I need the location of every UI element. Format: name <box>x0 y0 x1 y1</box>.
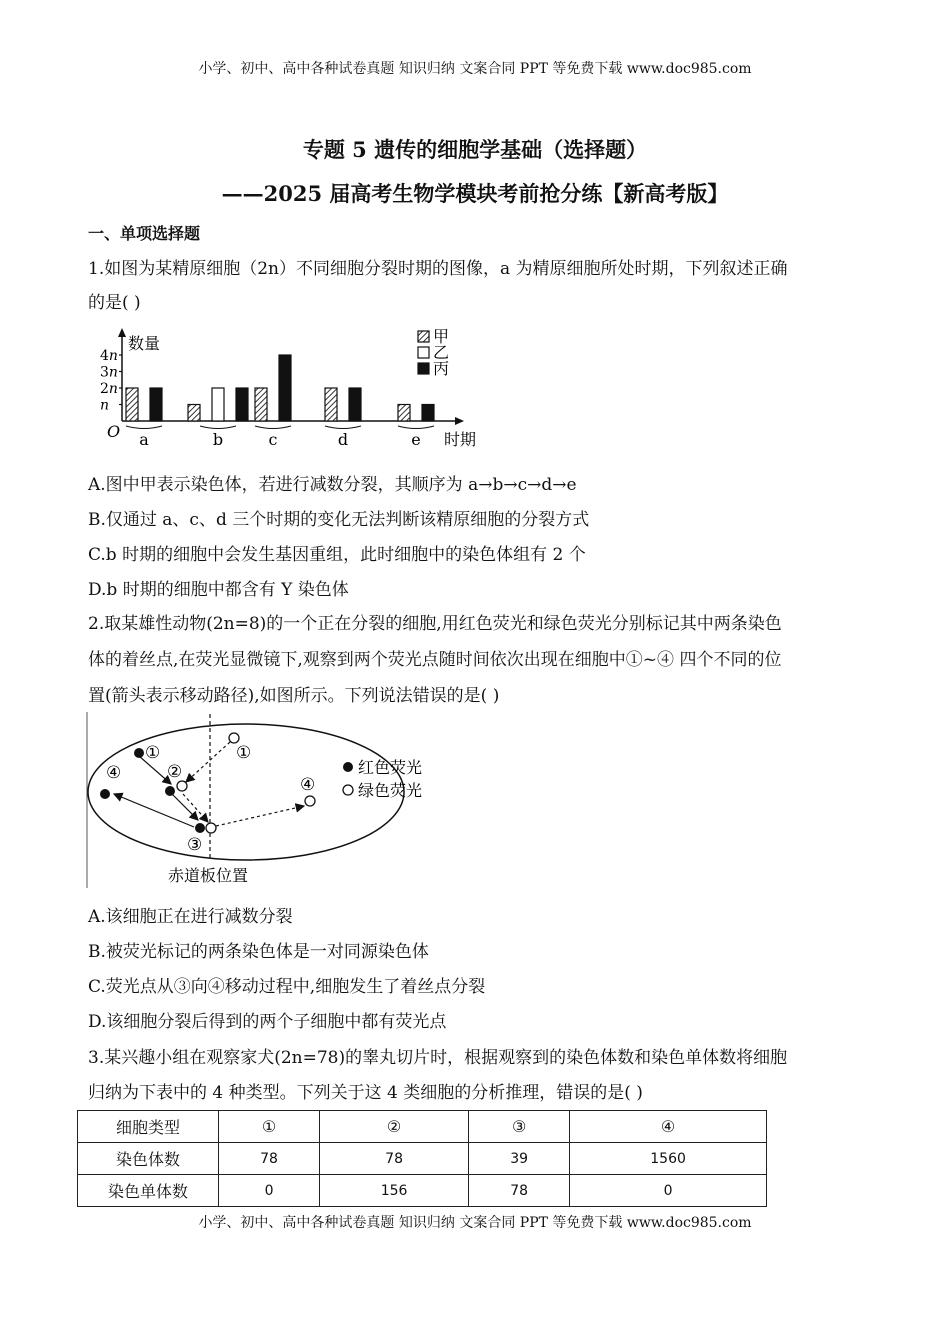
x-axis-label: 时期 <box>444 430 477 449</box>
bar-甲-d <box>325 388 337 421</box>
q2-cell-diagram <box>86 710 436 890</box>
bar-甲-a <box>126 388 138 421</box>
q2-option-a: A.该细胞正在进行减数分裂 <box>88 907 293 927</box>
table-cell: 78 <box>219 1143 320 1175</box>
legend-swatch <box>418 347 429 358</box>
mark-1-green: ① <box>236 743 252 763</box>
title-line-2: ——2025 届高考生物学模块考前抢分练【新高考版】 <box>221 181 729 206</box>
q1-option-c: C.b 时期的细胞中会发生基因重组，此时细胞中的染色体组有 2 个 <box>88 545 586 565</box>
table-cell: 0 <box>570 1175 767 1207</box>
bar-甲-c <box>255 388 267 421</box>
table-cell: 0 <box>219 1175 320 1207</box>
green-dot-4 <box>305 796 315 806</box>
category-brace <box>126 426 162 429</box>
q1-bar-chart <box>100 325 500 455</box>
y-tick-label: 4n <box>100 348 118 364</box>
table-header-cell: ② <box>320 1111 469 1143</box>
bar-乙-b <box>212 388 224 421</box>
bar-丙-c <box>279 355 291 421</box>
green-dot-1 <box>229 733 239 743</box>
category-brace <box>255 426 291 429</box>
table-cell: 染色单体数 <box>78 1175 219 1207</box>
q2-option-d: D.该细胞分裂后得到的两个子细胞中都有荧光点 <box>88 1012 447 1032</box>
y-tick-label: 2n <box>100 381 118 397</box>
legend-swatch <box>418 363 429 374</box>
table-cell: 1560 <box>570 1143 767 1175</box>
title-line-1: 专题 5 遗传的细胞学基础（选择题） <box>302 137 648 162</box>
q1-option-d: D.b 时期的细胞中都含有 Y 染色体 <box>88 580 349 600</box>
category-brace <box>200 426 236 429</box>
mark-2: ② <box>167 762 183 782</box>
x-axis-arrow <box>455 417 464 425</box>
table-cell: 78 <box>469 1175 570 1207</box>
q1-stem-line2: 的是( ) <box>88 293 141 313</box>
legend-swatch <box>418 331 429 342</box>
q3-stem-line2: 归纳为下表中的 4 种类型。下列关于这 4 类细胞的分析推理，错误的是( ) <box>88 1083 643 1103</box>
category-label: d <box>337 430 349 449</box>
table-header-cell: ③ <box>469 1111 570 1143</box>
y-tick-label: 3n <box>100 364 118 381</box>
table-row <box>78 1143 767 1175</box>
q2-option-c: C.荧光点从③向④移动过程中,细胞发生了着丝点分裂 <box>88 977 486 997</box>
table-row <box>78 1175 767 1207</box>
q2-stem-line3: 置(箭头表示移动路径),如图所示。下列说法错误的是( ) <box>88 686 500 706</box>
table-cell: 78 <box>320 1143 469 1175</box>
q2-option-b: B.被荧光标记的两条染色体是一对同源染色体 <box>88 942 429 962</box>
mark-4-left: ④ <box>106 763 122 783</box>
legend-label: 甲 <box>433 327 450 346</box>
bar-丙-d <box>349 388 361 421</box>
category-label: b <box>212 430 224 449</box>
legend-red-label: 红色荧光 <box>358 758 423 777</box>
table-header-cell: ④ <box>570 1111 767 1143</box>
q2-stem-line2: 体的着丝点,在荧光显微镜下,观察到两个荧光点随时间依次出现在细胞中①~④ 四个不同的位 <box>88 650 782 670</box>
red-dot-3 <box>195 823 205 833</box>
q1-option-b: B.仅通过 a、c、d 三个时期的变化无法判断该精原细胞的分裂方式 <box>88 510 590 530</box>
category-label: c <box>268 430 278 449</box>
category-label: e <box>411 430 421 449</box>
mark-4-right: ④ <box>300 775 316 795</box>
origin-label: O <box>107 422 121 441</box>
green-dot-3 <box>206 823 216 833</box>
y-axis-label: 数量 <box>128 334 161 353</box>
legend-red-dot <box>343 762 353 772</box>
table-cell: 156 <box>320 1175 469 1207</box>
bar-丙-b <box>236 388 248 421</box>
y-tick-label: n <box>100 397 110 414</box>
bar-甲-e <box>398 405 410 422</box>
y-axis-arrow <box>118 328 126 337</box>
q3-stem-line1: 3.某兴趣小组在观察家犬(2n=78)的睾丸切片时，根据观察到的染色体数和染色单体数将细胞 <box>88 1048 788 1068</box>
q1-option-a: A.图中甲表示染色体，若进行减数分裂，其顺序为 a→b→c→d→e <box>88 475 577 495</box>
red-dot-2 <box>165 786 175 796</box>
legend-green-label: 绿色荧光 <box>358 781 423 800</box>
red-dot-1 <box>134 748 144 758</box>
table-header-cell: ① <box>219 1111 320 1143</box>
legend-label: 乙 <box>433 343 450 362</box>
legend-green-dot <box>343 785 353 795</box>
q1-stem-line1: 1.如图为某精原细胞（2n）不同细胞分裂时期的图像，a 为精原细胞所处时期，下列叙述正确 <box>88 259 788 279</box>
green-dot-2 <box>177 781 187 791</box>
table-header-cell: 细胞类型 <box>78 1111 219 1143</box>
diagram-caption: 赤道板位置 <box>168 866 249 885</box>
legend-label: 丙 <box>433 359 450 378</box>
mark-1-red: ① <box>145 743 161 763</box>
page-footer: 小学、初中、高中各种试卷真题 知识归纳 文案合同 PPT 等免费下载 www.doc985.com <box>198 1215 752 1231</box>
red-dot-4 <box>100 789 110 799</box>
category-brace <box>325 426 361 429</box>
table-cell: 染色体数 <box>78 1143 219 1175</box>
q2-stem-line1: 2.取某雄性动物(2n=8)的一个正在分裂的细胞,用红色荧光和绿色荧光分别标记其中两条染色 <box>88 614 782 634</box>
mark-3: ③ <box>187 835 203 855</box>
category-label: a <box>139 430 149 449</box>
bar-丙-a <box>150 388 162 421</box>
cell-type-table <box>77 1110 767 1207</box>
table-header-row <box>78 1111 767 1143</box>
table-cell: 39 <box>469 1143 570 1175</box>
page-header: 小学、初中、高中各种试卷真题 知识归纳 文案合同 PPT 等免费下载 www.doc985.com <box>198 61 752 77</box>
category-brace <box>398 426 434 429</box>
section-heading: 一、单项选择题 <box>88 224 201 243</box>
bar-甲-b <box>188 405 200 422</box>
bar-丙-e <box>422 405 434 422</box>
